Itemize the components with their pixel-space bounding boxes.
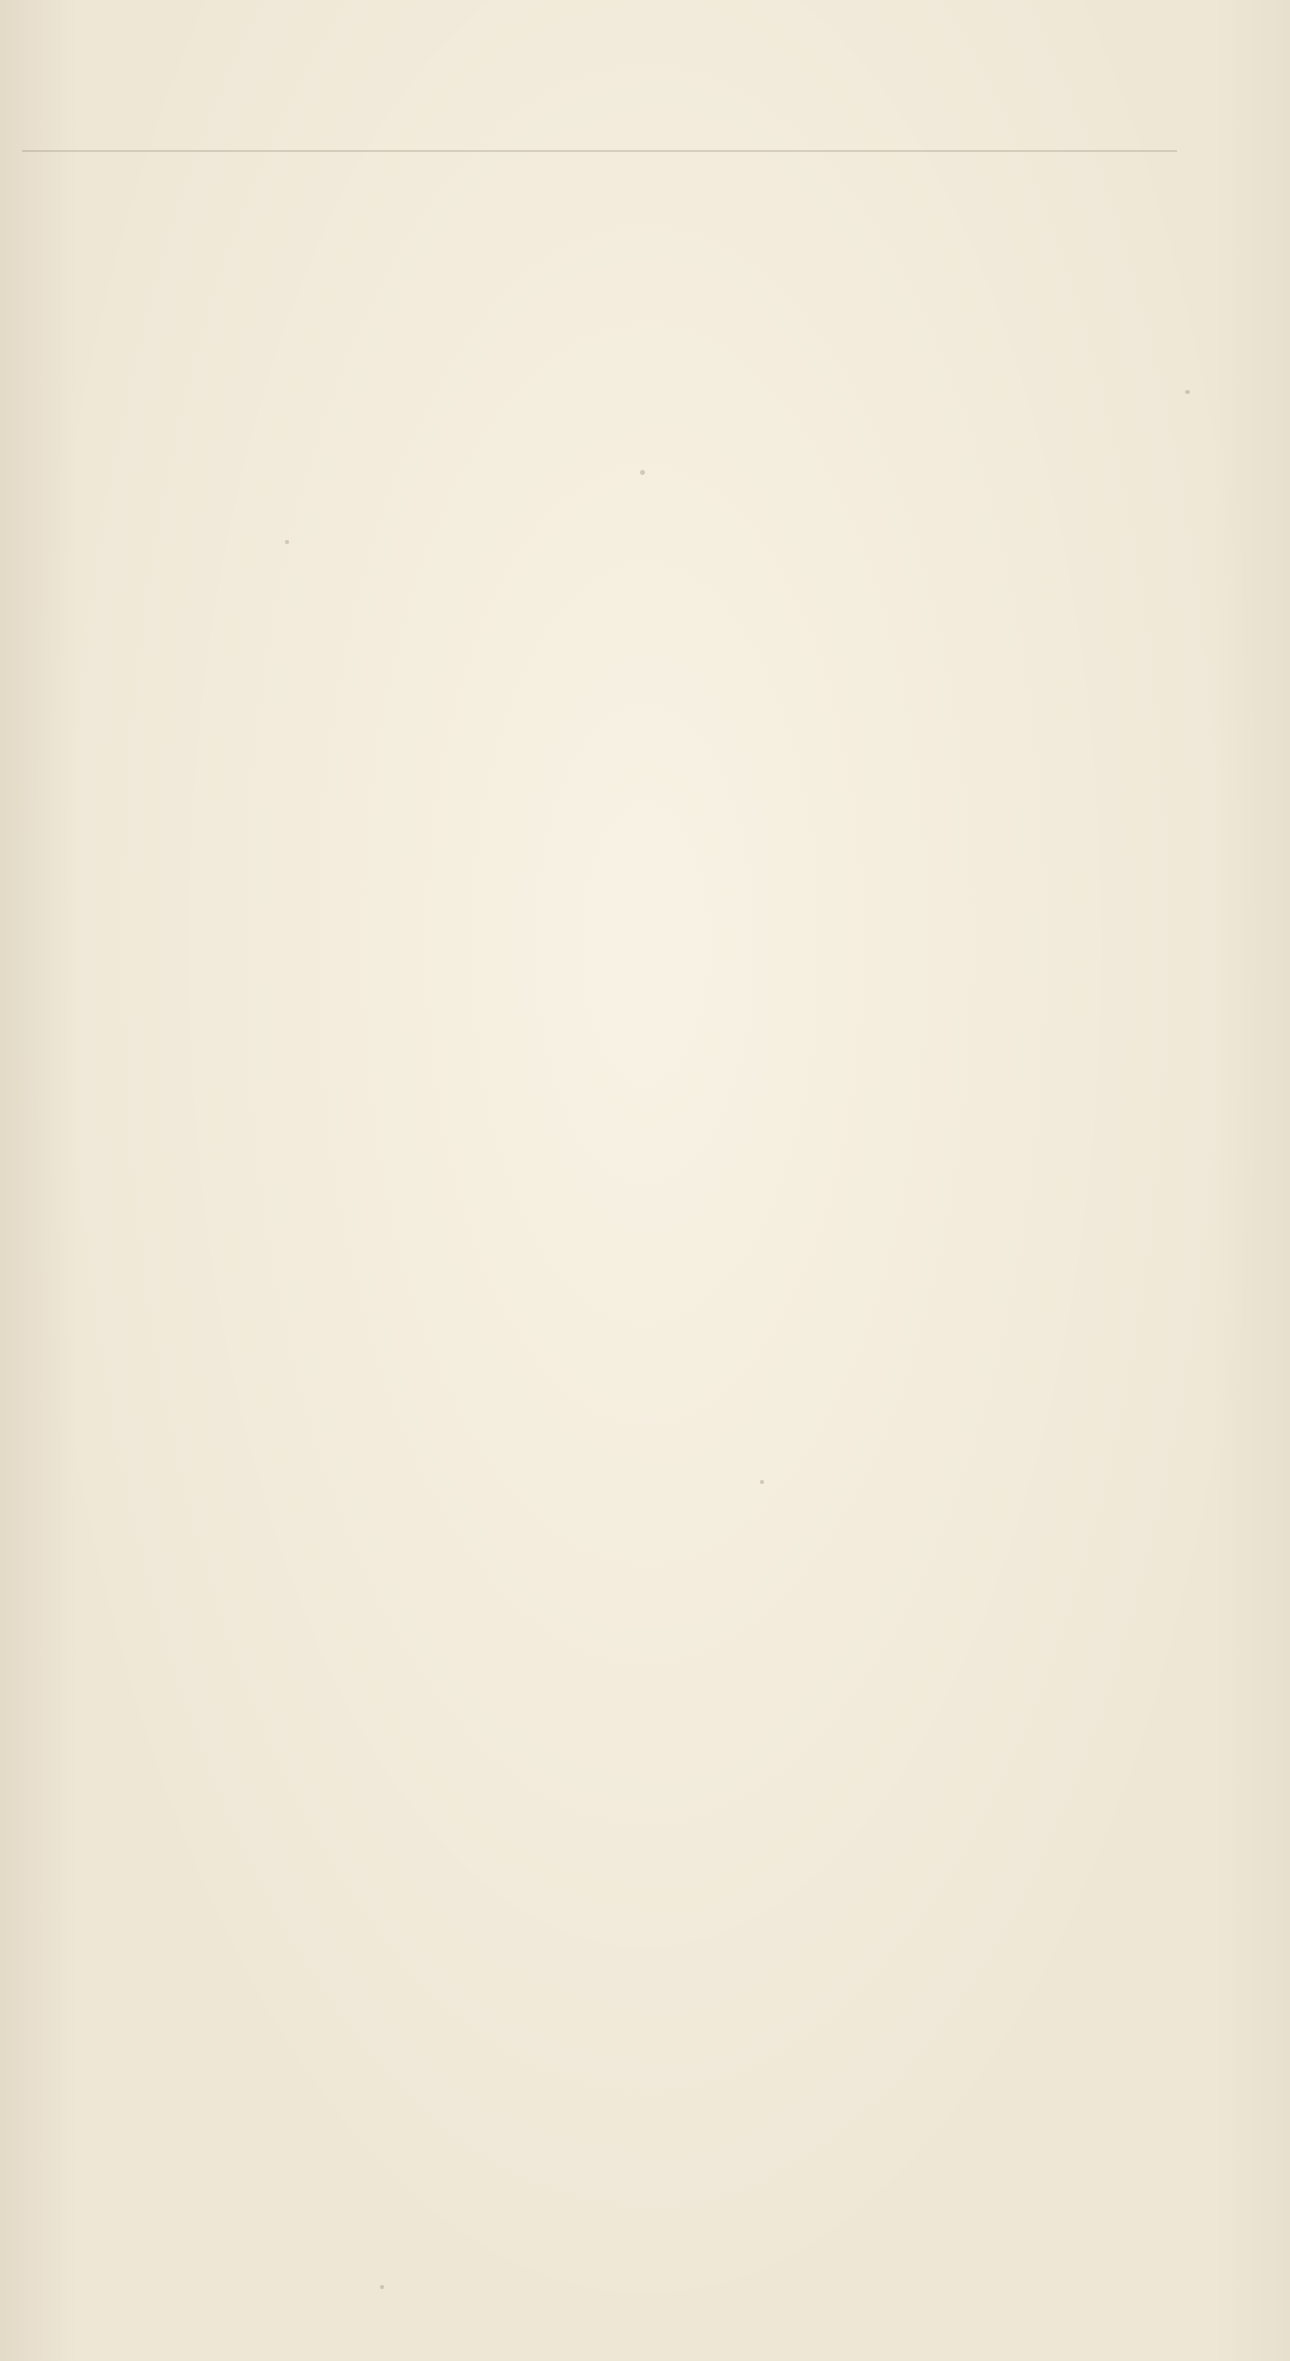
- header-divider: [22, 150, 1177, 152]
- paper-speck: [640, 470, 645, 475]
- paper-speck: [285, 540, 289, 544]
- paper-speck: [380, 2285, 384, 2289]
- paper-speck: [760, 1480, 764, 1484]
- paper-speck: [1185, 390, 1190, 394]
